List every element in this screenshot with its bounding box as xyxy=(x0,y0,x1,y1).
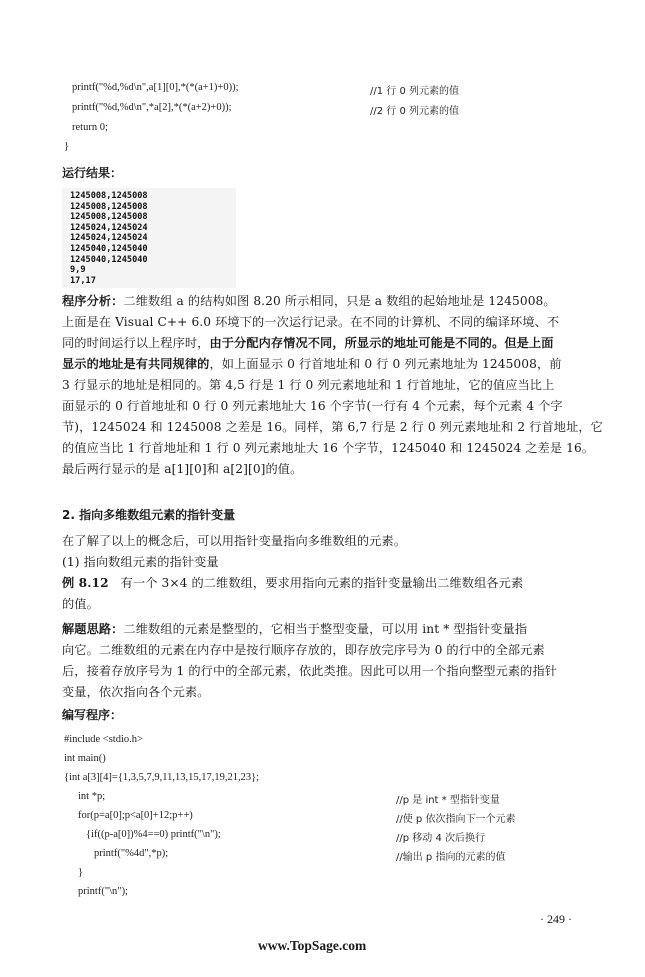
code-comment: //使 p 依次指向下一个元素 xyxy=(396,814,516,825)
analysis-text: 同的时间运行以上程序时， xyxy=(62,336,210,350)
write-title: 编写程序： xyxy=(62,708,123,722)
output-line: 1245024,1245024 xyxy=(70,222,148,233)
analysis-line: 节)，1245024 和 1245008 之差是 16。同样，第 6,7 行是 2 行 0 列元素地址和 2 行首地址，它 xyxy=(62,420,603,434)
analysis-label: 程序分析： xyxy=(62,294,124,308)
idea-line: 后，接着存放序号为 1 的行中的全部元素，依此类推。因此可以用一个指向整型元素的指针 xyxy=(62,664,558,678)
code-line: return 0; xyxy=(72,122,108,133)
example-text: 有一个 3×4 的二维数组，要求用指向元素的指针变量输出二维数组各元素 xyxy=(120,576,524,590)
code-line: #include <stdio.h> xyxy=(64,734,143,745)
section-title: 2. 指向多维数组元素的指针变量 xyxy=(62,508,236,522)
code-comment: //p 是 int * 型指针变量 xyxy=(396,795,500,806)
section-intro: 在了解了以上的概念后，可以用指针变量指向多维数组的元素。 xyxy=(62,534,407,548)
output-line: 1245040,1245040 xyxy=(70,254,148,265)
idea-label: 解题思路： xyxy=(62,622,124,636)
output-line: 1245008,1245008 xyxy=(70,201,148,212)
output-line: 1245008,1245008 xyxy=(70,212,148,223)
example-label: 例 8.12 xyxy=(62,576,109,590)
idea-text: 二维数组的元素是整型的，它相当于整型变量，可以用 int * 型指针变量指 xyxy=(123,622,528,636)
run-result-title: 运行结果： xyxy=(62,166,123,180)
code-line: int main() xyxy=(64,753,106,764)
code-comment: //输出 p 指向的元素的值 xyxy=(396,852,506,863)
analysis-line: 上面是在 Visual C++ 6.0 环境下的一次运行记录。在不同的计算机、不同的编译环境、不 xyxy=(62,315,560,329)
analysis-line: 的值应当比 1 行首地址和 1 行 0 列元素地址大 16 个字节，1245040 和 1245024 之差是 16。 xyxy=(62,441,595,455)
analysis-text: 二维数组 a 的结构如图 8.20 所示相同，只是 a 数组的起始地址是 1245008。 xyxy=(123,294,556,308)
footer-url: www.TopSage.com xyxy=(258,938,367,953)
subsection-title: (1) 指向数组元素的指针变量 xyxy=(62,555,219,569)
analysis-line xyxy=(62,333,554,354)
code-comment: //p 移动 4 次后换行 xyxy=(396,833,485,844)
code-line: } xyxy=(64,141,70,152)
analysis-line xyxy=(62,354,562,375)
code-comment: //1 行 0 列元素的值 xyxy=(370,86,459,97)
page-number: · 249 · xyxy=(540,912,572,926)
code-line: int *p; xyxy=(78,791,106,802)
example-line xyxy=(62,573,523,594)
code-line: printf("%d,%d\n",*a[2],*(*(a+2)+0)); xyxy=(72,102,232,113)
analysis-emphasis: 由于分配内存情况不同，所显示的地址可能是不同的。但是上面 xyxy=(209,336,554,350)
analysis-line: 面显示的 0 行首地址和 0 行 0 列元素地址大 16 个字节(一行有 4 个元素，每个元素 4 个字 xyxy=(62,399,563,413)
code-comment: //2 行 0 列元素的值 xyxy=(370,106,459,117)
output-line: 1245024,1245024 xyxy=(70,233,148,244)
example-line: 的值。 xyxy=(62,597,99,611)
analysis-line: 最后两行显示的是 a[1][0]和 a[2][0]的值。 xyxy=(62,462,303,476)
code-line: printf("%4d",*p); xyxy=(94,848,169,859)
code-line: {if((p-a[0])%4==0) printf("\n"); xyxy=(86,829,221,840)
code-line: printf("\n"); xyxy=(78,886,128,897)
idea-line: 向它。二维数组的元素在内存中是按行顺序存放的，即存放完序号为 0 的行中的全部元素 xyxy=(62,643,545,657)
analysis-emphasis: 显示的地址是有共同规律的 xyxy=(62,357,210,371)
code-line: } xyxy=(78,867,84,878)
output-line: 9,9 xyxy=(70,265,86,276)
code-line: for(p=a[0];p<a[0]+12;p++) xyxy=(78,810,193,821)
code-line: {int a[3][4]={1,3,5,7,9,11,13,15,17,19,21,23}; xyxy=(64,772,260,783)
analysis-line xyxy=(62,291,556,312)
output-line: 17,17 xyxy=(70,275,96,286)
idea-line: 变量，依次指向各个元素。 xyxy=(62,685,210,699)
code-line: printf("%d,%d\n",a[1][0],*(*(a+1)+0)); xyxy=(72,82,239,93)
idea-line xyxy=(62,619,527,640)
output-line: 1245008,1245008 xyxy=(70,191,148,201)
analysis-line: 3 行显示的地址是相同的。第 4,5 行是 1 行 0 列元素地址和 1 行首地址，它的值应当比上 xyxy=(62,378,555,392)
output-line: 1245040,1245040 xyxy=(70,244,148,254)
analysis-text: ，如上面显示 0 行首地址和 0 行 0 列元素地址为 1245008，前 xyxy=(209,357,562,371)
